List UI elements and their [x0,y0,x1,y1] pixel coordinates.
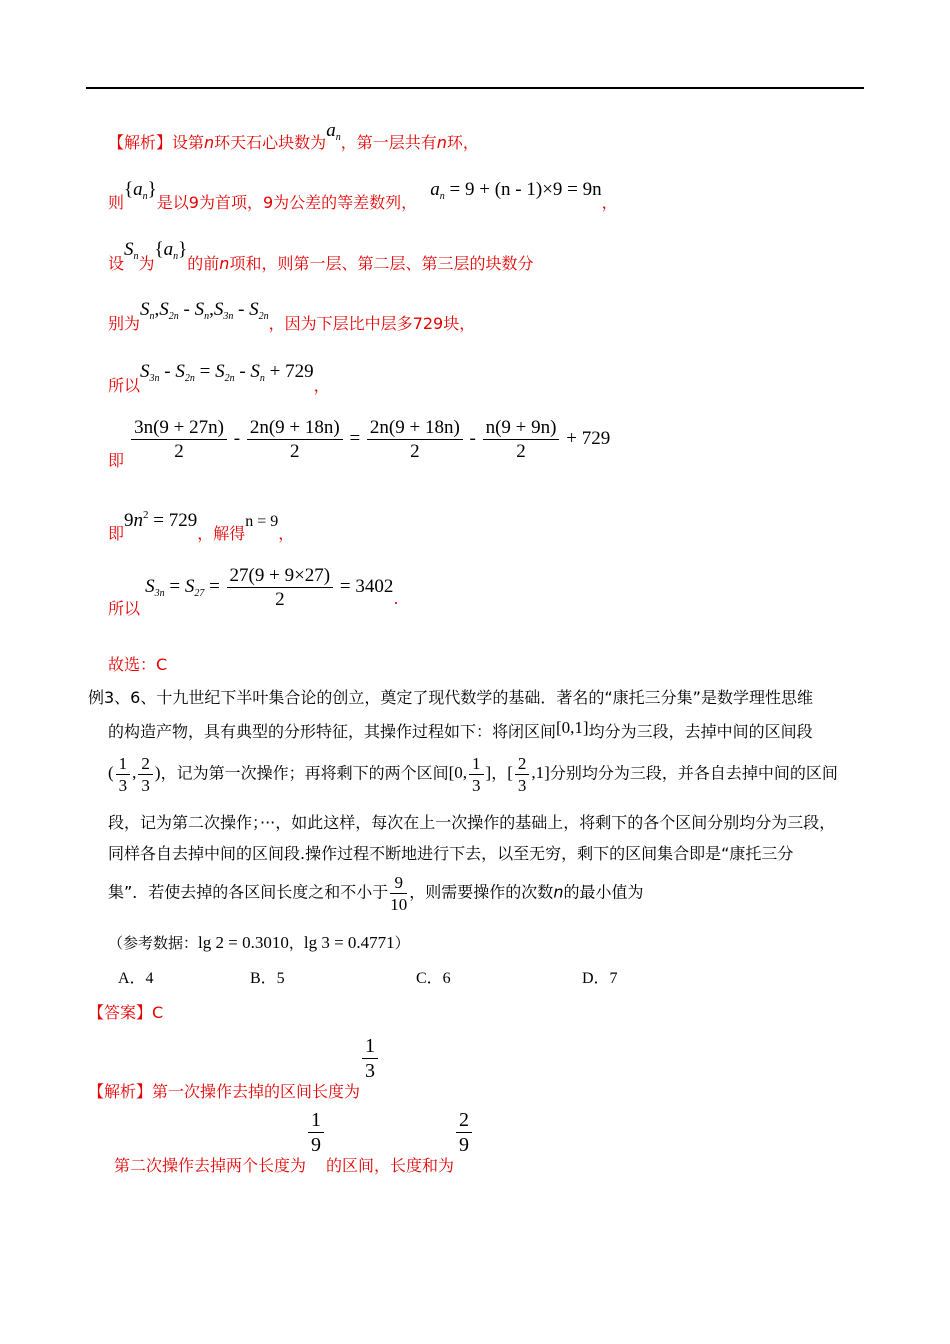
seq-an-2: $\{a_n\}$ [154,239,188,262]
example-line4: 段，记为第二次操作；···，如此这样，每次在上一次操作的基础上，将剩下的各个区间分别均分为三段， [108,813,836,832]
difference-equation: $S_{3n} - S_{2n} = S_{2n} - S_n + 729$ [140,361,314,384]
answer: 【答案】C [88,1003,164,1022]
s-n-symbol: $S_n$ [124,239,139,262]
solution-n: n = 9 [245,513,279,530]
analysis1-line4: 别为$S_n,S_{2n} - S_n,S_{3n} - S_{2n}$，因为下层比中层多729块， [108,299,476,333]
analysis1-line5: 所以$S_{3n} - S_{2n} = S_{2n} - S_n + 729$， [108,361,330,395]
analysis1-line1: 【解析】设第n环天石心块数为$a_n$，第一层共有n环， [108,120,479,152]
analysis1-line2: 则$\{a_n\}$是以9为首项，9为公差的等差数列， $a_n = 9 + (n - 1)\times 9 = 9n$， [108,179,618,212]
option-a: A．4 [118,970,154,987]
analysis2-line2: 第二次操作去掉两个长度为 $\frac{1}{9}$ 的区间，长度和为 $\frac{2}{9}$ [114,1110,474,1155]
fraction-2-9: $\frac{2}{9}$ [454,1120,474,1142]
a-n-symbol: $a_n$ [326,120,341,143]
fraction-9-10: $\frac{9}{10}$ [390,873,408,914]
analysis1-line7: 即$9n^2 = 729$，解得n = 9， [108,509,295,543]
reference-data: （参考数据：lg 2 = 0.3010，lg 3 = 0.4771） [108,933,410,952]
analysis1-line3: 设$S_n$为$\{a_n\}$的前n项和，则第一层、第二层、第三层的块数分 [108,239,534,273]
option-b: B．5 [250,970,285,987]
fraction-1-9: $\frac{1}{9}$ [306,1120,326,1142]
analysis1-line6: 即 $\frac{3n(9 + 27n)}{2}$ - $\frac{2n(9 + 18n)}{2}$ = $\frac{2n(9 + 18n)}{2}$ - $\frac{n(9 + 9n)}{2}$ + 729 [108,417,611,470]
header-rule [86,87,864,89]
conclusion: 故选：C [108,655,168,674]
fraction-equation: $\frac{3n(9 + 27n)}{2}$ - $\frac{2n(9 + 18n)}{2}$ = $\frac{2n(9 + 18n)}{2}$ - $\frac{n(9 + 9n)}{2}$ + 729 [129,428,610,449]
option-d: D．7 [582,970,618,987]
interval-left: [0, $\frac{1}{3}$ ] [448,754,492,795]
layer-sums: $S_n,S_{2n} - S_n,S_{3n} - S_{2n}$ [140,299,269,322]
example-line6: 集”．若使去掉的各区间长度之和不小于 $\frac{9}{10}$ ，则需要操作的次数n的最小值为 [108,873,644,914]
quadratic-equation: $9n^2 = 729$ [124,509,198,531]
analysis-tag: 【解析】 [108,133,173,152]
example-line1: 例3、6、十九世纪下半叶集合论的创立，奠定了现代数学的基础．著名的“康托三分集”是数学理性思维 [88,688,813,707]
example-line2: 的构造产物，具有典型的分形特征，其操作过程如下：将闭区间[0,1]均分为三段，去掉中间的区间段 [108,718,813,741]
option-c: C．6 [416,970,451,987]
final-sum: $S_{3n} = S_{27}$ = $\frac{27(9 + 9\times 27)}{2}$ = 3402 [145,565,394,610]
example-line5: 同样各自去掉中间的区间段.操作过程不断地进行下去，以至无穷，剩下的区间集合即是“康托三分 [108,844,794,863]
interval-right: [ $\frac{2}{3}$ ,1] [507,754,550,795]
fraction-1-3: $\frac{1}{3}$ [360,1046,380,1068]
general-term-formula: $a_n = 9 + (n - 1)\times 9 = 9n$ [430,179,602,202]
analysis1-line8: 所以 $S_{3n} = S_{27}$ = $\frac{27(9 + 9\times 27)}{2}$ = 3402. [108,565,399,618]
seq-an: $\{a_n\}$ [124,179,157,202]
open-interval: ( $\frac{1}{3}$ , $\frac{2}{3}$ ) [108,754,161,795]
example-line3: ( $\frac{1}{3}$ , $\frac{2}{3}$ )，记为第一次操作；再将剩下的两个区间[0, $\frac{1}{3}$ ]，[ $\frac{2}{3}$ ,1]分别均分为三段，并各自去掉中间的区间 [108,754,838,795]
analysis2-line1: 【解析】第一次操作去掉的区间长度为 $\frac{1}{3}$ [88,1036,380,1081]
